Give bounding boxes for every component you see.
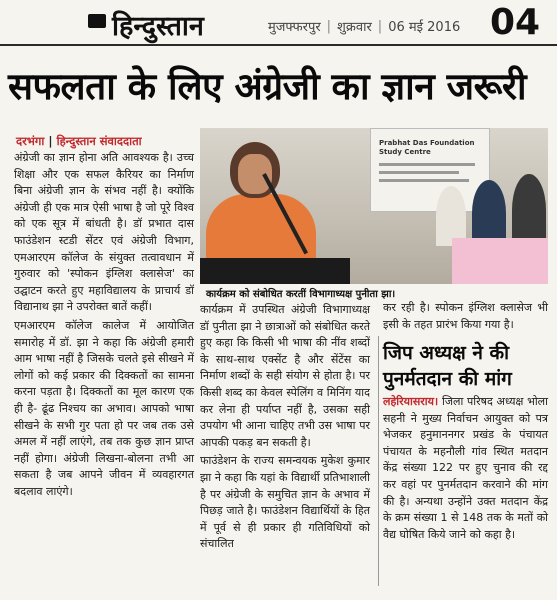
side-story-paragraph [383,394,548,543]
photo-caption: कार्यक्रम को संबोधित करतीं विभागाध्यक्ष पुनीता झा। [206,289,396,300]
dateline-separator: | [326,18,332,34]
audience-person [472,180,506,246]
byline-reporter: हिन्दुस्तान संवाददाता [56,134,142,148]
masthead [0,0,557,46]
article-column-1 [14,150,194,502]
article-paragraph: अंग्रेजी का ज्ञान होना अति आवश्यक है। उच्च शिक्षा और एक सफल कैरियर का निर्माण बिना अंग्रेजी ज्ञान के संभव नहीं है। क्योंकि अंग्रेजी ही एक मात्र ऐसी भाषा है जो पूरे विश्व को एक सूत्र में बांधती है। डॉ प्रभात दास फाउंडेशन स्टडी सेंटर एवं अंग्रेजी विभाग, एमआरएम कॉलेज के संयुक्त तत्वावधान में गुरुवार को 'स्पोकन इंग्लिश क्लासेज' का उद्घाटन करते हुए महाविद्यालय के प्राचार्य डॉ विद्यानाथ झा ने उपरोक्त बातें कहीं। [14,151,194,314]
side-story-text: जिला परिषद अध्यक्ष भोला सहनी ने मुख्य निर्वाचन आयुक्त को पत्र भेजकर हनुमाननगर प्रखंड के पंचायत पंचायत के महनौली गांव स्थित मतदान केंद्र संख्या 122 पर हुए चुनाव की रद्द कर वहां पर पुनर्मतदान करवाने की मांग की है। अन्यथा उन्होंने उक्त मतदान केंद्र के क्रम संख्या 1 से 148 तक के मतों को वैद्य घोषित किये जाने को कहा है। [383,395,548,541]
side-story-place: लहेरियासराय। [383,395,439,408]
audience-person [436,186,466,246]
city-label: मुजफ्फरपुर [268,20,321,35]
side-story-body [383,394,548,545]
photo-banner-text: Prabhat Das Foundation Study Centre [379,139,475,156]
photo-banner [370,128,490,212]
dateline [268,17,460,35]
byline [16,134,142,149]
table-cloth [452,238,548,284]
article-column-3 [383,300,548,335]
column-divider [378,336,379,586]
article-paragraph: कर रही है। स्पोकन इंग्लिश क्लासेज भी इसी के तहत प्रारंभ किया गया है। [383,301,548,331]
article-photo [200,128,548,284]
podium [200,258,350,284]
article-column-2 [200,302,370,555]
byline-place: दरभंगा [16,134,45,148]
page-number: 04 [490,2,541,43]
audience-person [512,174,546,246]
article-paragraph: कार्यक्रम में उपस्थित अंग्रेजी विभागाध्यक्ष डॉ पुनीता झा ने छात्राओं को संबोधित करते हुए कहा कि किसी भी भाषा की नींव शब्दों के साथ-साथ एक्सेंट है और सेंटेंस का निर्माण शब्दों के सही संयोग से होता है। पर किसी शब्द का केवल स्पेलिंग व मिनिंग याद कर लेना ही पर्याप्त नहीं है, उसका सही उपयोग भी आना चाहिए तभी उस भाषा पर आपकी पकड़ बन सकती है। [200,303,370,449]
day-label: शुक्रवार [337,20,372,35]
article-headline: सफलता के लिए अंग्रेजी का ज्ञान जरूरी [8,65,527,108]
byline-separator: | [48,134,57,148]
side-story-headline: जिप अध्यक्ष ने की पुनर्मतदान की मांग [383,342,512,390]
brand-logo-icon [88,14,106,28]
speaker-face [238,154,272,194]
newspaper-brand: हिन्दुस्तान [112,11,204,42]
dateline-separator: | [377,18,383,34]
article-paragraph: फाउंडेशन के राज्य समन्वयक मुकेश कुमार झा ने कहा कि यहां के विद्यार्थी प्रतिभाशाली है पर अंग्रेजी के समुचित ज्ञान के अभाव में पिछड़ जाते है। फाउंडेशन विद्यार्थियों के हित में पूर्व से ही प्रकार ही गतिविधियों को संचालित [200,454,370,551]
article-paragraph: एमआरएम कॉलेज कालेज में आयोजित समारोह में डॉ. झा ने कहा कि अंग्रेजी हमारी आम भाषा नहीं है जिसके चलते इसे सीखने में लोगों को कई प्रकार की दिक्कतों का सामना करना पड़ता है। दिक्कतों का मूल कारण एक ही है- ढूंढ निश्चय का अभाव। आपको भाषा सीखने के सभी गुर पता हो पर जब तक उसे अमल में नहीं लाएंगे, तब तक कुछ ज्ञान प्राप्त नहीं होगा। अंग्रेजी लिखना-बोलना तभी आ सकता है जब आपने जीवन में व्यवहारगत बदलाव लाएंगे। [14,318,194,498]
date-label: 06 मई 2016 [388,20,461,35]
